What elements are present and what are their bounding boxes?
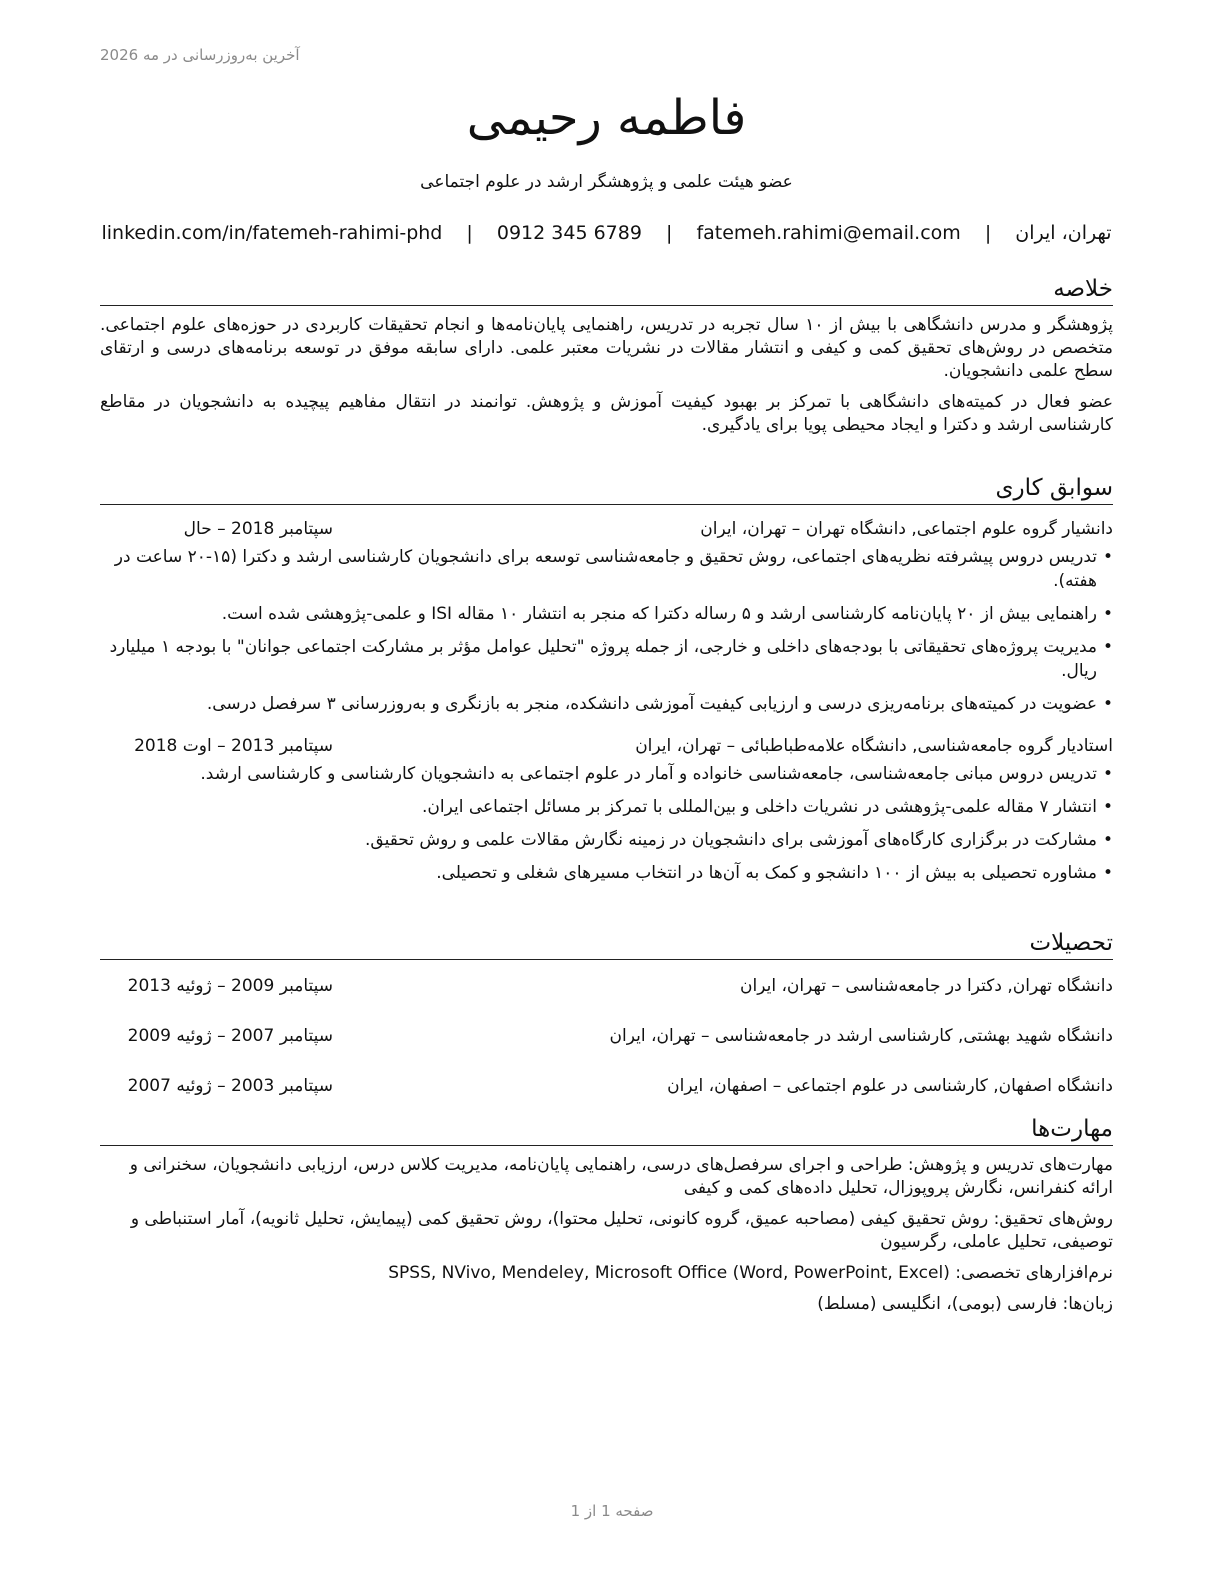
skills-section (100, 1114, 1113, 1316)
job-entry (100, 517, 1113, 716)
job-entry (100, 734, 1113, 885)
job-role: استادیار گروه جامعه‌شناسی, دانشگاه علامه‌طباطبائی – تهران، ایران (635, 736, 1113, 756)
education-school: دانشگاه شهید بهشتی, کارشناسی ارشد در جامعه‌شناسی – تهران، ایران (609, 1026, 1113, 1046)
job-bullet: • مدیریت پروژه‌های تحقیقاتی با بودجه‌های داخلی و خارجی، از جمله پروژه "تحلیل عوامل مؤثر بر مشارکت اجتماعی جوانان" با بودجه ۱ میلیارد ریال. (100, 635, 1113, 683)
email-link[interactable]: fatemeh.rahimi@email.com (696, 222, 961, 244)
location: تهران، ایران (1015, 222, 1112, 244)
education-entry (100, 974, 1113, 998)
section-title-education: تحصیلات (100, 928, 1113, 960)
section-title-skills: مهارت‌ها (100, 1114, 1113, 1146)
job-dates: سپتامبر 2013 – اوت 2018 (134, 736, 333, 756)
experience-section (100, 473, 1113, 894)
skill-item: نرم‌افزارهای تخصصی: SPSS, NVivo, Mendeley, Microsoft Office (Word, PowerPoint, Excel) (388, 1263, 1113, 1283)
education-dates: سپتامبر 2003 – ژوئیه 2007 (127, 1076, 333, 1096)
education-dates: سپتامبر 2007 – ژوئیه 2009 (127, 1026, 333, 1046)
job-bullet: • مشارکت در برگزاری کارگاه‌های آموزشی برای دانشجویان در زمینه نگارش مقالات علمی و روش تحقیق. (100, 828, 1113, 852)
skill-item: مهارت‌های تدریس و پژوهش: طراحی و اجرای سرفصل‌های درسی، راهنمایی پایان‌نامه، مدیریت کلاس درس، ارزیابی دانشجویان، سخنرانی و ارائه کنفرانس، نگارش پروپوزال، تحلیل داده‌های کمی و کیفی (129, 1155, 1113, 1198)
summary-paragraph: عضو فعال در کمیته‌های دانشگاهی با تمرکز بر بهبود کیفیت آموزش و پژوهش. توانمند در انتقال مفاهیم پیچیده به دانشجویان در مقاطع کارشناسی ارشد و دکترا و ایجاد محیطی پویا برای یادگیری. (100, 392, 1113, 435)
skill-item: روش‌های تحقیق: روش تحقیق کیفی (مصاحبه عمیق، گروه کانونی، تحلیل محتوا)، روش تحقیق کمی (پیمایش، تحلیل ثانویه)، آمار استنباطی و توصیفی، تحلیل عاملی، رگرسیون (130, 1209, 1113, 1252)
job-bullet: • عضویت در کمیته‌های برنامه‌ریزی درسی و ارزیابی کیفیت آموزشی دانشکده، منجر به بازنگری و به‌روزرسانی ۳ سرفصل درسی. (100, 692, 1113, 716)
education-school: دانشگاه اصفهان, کارشناسی در علوم اجتماعی – اصفهان، ایران (667, 1076, 1113, 1096)
person-name: فاطمه رحیمی (466, 90, 747, 146)
summary-paragraph: پژوهشگر و مدرس دانشگاهی با بیش از ۱۰ سال تجربه در تدریس، راهنمایی پایان‌نامه‌ها و انجام تحقیقات کاربردی در حوزه‌های علوم اجتماعی. متخصص در روش‌های تحقیق کمی و کیفی و انتشار مقالات در نشریات معتبر علمی. دارای سابقه موفق در توسعه برنامه‌های درسی و ارتقای سطح علمی دانشجویان. (100, 315, 1113, 381)
last-updated-note: آخرین به‌روزرسانی در مه 2026 (100, 46, 300, 64)
contact-line (100, 222, 1113, 244)
headline: عضو هیئت علمی و پژوهشگر ارشد در علوم اجتماعی (420, 172, 793, 192)
skill-item: زبان‌ها: فارسی (بومی)، انگلیسی (مسلط) (817, 1294, 1113, 1314)
education-school: دانشگاه تهران, دکترا در جامعه‌شناسی – تهران، ایران (740, 976, 1113, 996)
separator: | (665, 222, 673, 244)
job-bullet: • راهنمایی بیش از ۲۰ پایان‌نامه کارشناسی ارشد و ۵ رساله دکترا که منجر به انتشار ۱۰ مقاله ISI و علمی-پژوهشی شده است. (100, 602, 1113, 626)
job-bullet: • تدریس دروس مبانی جامعه‌شناسی، جامعه‌شناسی خانواده و آمار در علوم اجتماعی به دانشجویان کارشناسی و کارشناسی ارشد. (100, 762, 1113, 786)
job-bullet: • انتشار ۷ مقاله علمی-پژوهشی در نشریات داخلی و بین‌المللی با تمرکز بر مسائل اجتماعی ایران. (100, 795, 1113, 819)
section-title-experience: سوابق کاری (100, 473, 1113, 505)
section-title-summary: خلاصه (100, 274, 1113, 306)
education-section (100, 928, 1113, 1098)
job-bullet: • تدریس دروس پیشرفته نظریه‌های اجتماعی، روش تحقیق و جامعه‌شناسی توسعه برای دانشجویان کارشناسی ارشد و دکترا (۱۵-۲۰ ساعت در هفته). (100, 545, 1113, 593)
linkedin-link[interactable]: linkedin.com/in/fatemeh-rahimi-phd (101, 222, 443, 244)
job-bullet: • مشاوره تحصیلی به بیش از ۱۰۰ دانشجو و کمک به آن‌ها در انتخاب مسیرهای شغلی و تحصیلی. (100, 861, 1113, 885)
education-entry (100, 1074, 1113, 1098)
resume-page (100, 0, 1113, 1584)
separator: | (466, 222, 473, 244)
job-role: دانشیار گروه علوم اجتماعی, دانشگاه تهران – تهران، ایران (700, 519, 1113, 539)
education-entry (100, 1024, 1113, 1048)
summary-section (100, 274, 1113, 437)
phone-number[interactable]: 0912 345 6789 (496, 222, 642, 244)
separator: | (984, 222, 992, 244)
page-number: صفحه 1 از 1 (570, 1502, 654, 1520)
education-dates: سپتامبر 2009 – ژوئیه 2013 (127, 976, 333, 996)
job-dates: سپتامبر 2018 – حال (183, 519, 333, 539)
